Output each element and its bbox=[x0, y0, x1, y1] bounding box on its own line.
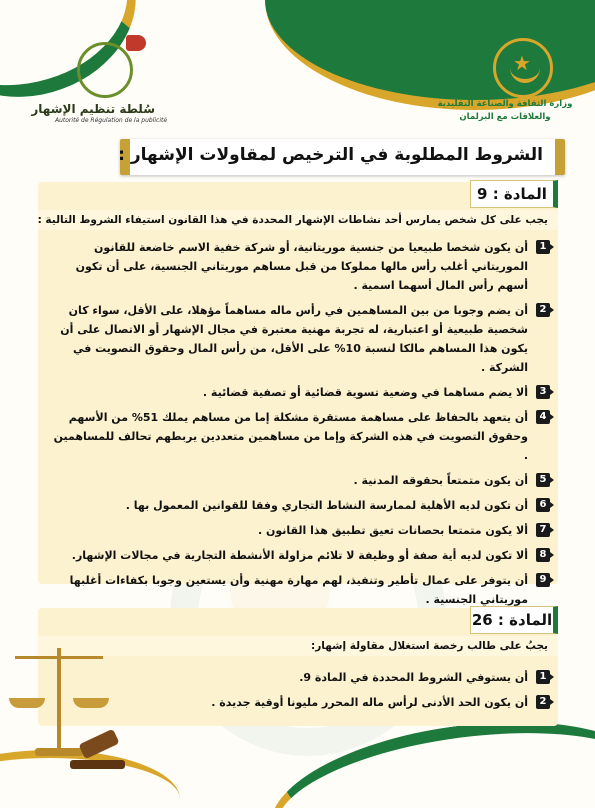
star-icon: ★ bbox=[513, 51, 531, 75]
item-text: ألا تكون لديه أية صفة أو وظيفة لا تلائم مزاولة الأنشطة التجارية في مجالات الإشهار. bbox=[71, 549, 528, 562]
list-item bbox=[50, 571, 550, 609]
scales-beam bbox=[15, 656, 103, 659]
item-text: ألا يضم مساهما في وضعية تسوية قضائية أو تصفية قضائية . bbox=[202, 386, 528, 399]
scales-left-pan bbox=[9, 698, 45, 708]
list-item bbox=[50, 301, 550, 377]
list-item bbox=[50, 496, 550, 515]
list-item bbox=[50, 668, 550, 687]
list-item bbox=[50, 238, 550, 295]
ministry-line-2: والعلاقات مع البرلمان bbox=[459, 112, 551, 122]
list-item bbox=[50, 521, 550, 540]
list-item bbox=[50, 383, 550, 402]
item-text: أن يكون متمتعاً بحقوقه المدنية . bbox=[353, 474, 528, 487]
megaphone-icon bbox=[126, 35, 146, 51]
item-text: ألا يكون متمتعا بحصانات تعيق تطبيق هذا القانون . bbox=[257, 524, 528, 537]
article-26-list bbox=[50, 668, 550, 718]
item-text: أن يكون شخصا طبيعيا من جنسية موريتانية، أو شركة خفية الاسم خاضعة للقانون الموريتاني أغلب رأس مالها مملوكا من قبل مساهم موريتاني الجنسية، على أن تكون أسهم رأس المال أسهما اسمية . bbox=[75, 241, 528, 292]
article-26-intro: يجبُ على طالب رخصة استغلال مقاولة إشهار: bbox=[38, 636, 558, 656]
item-text: أن يضم وجوبا من بين المساهمين في رأس ماله مساهماً مؤهلا، على الأقل، سواء كان شخصية طبيعية أو اعتبارية، له تجربة مهنية معتبرة في مجال الإشهار أو الاتصال على أن يكون هذا المساهم مالكا لنسبة 10% على الأقل، من رأس المال وحقوق التصويت في الشركة . bbox=[60, 304, 528, 374]
mauritania-emblem-icon bbox=[493, 38, 553, 98]
item-number: 8 bbox=[536, 548, 550, 562]
item-number: 2 bbox=[536, 303, 550, 317]
item-number: 1 bbox=[536, 240, 550, 254]
item-number: 2 bbox=[536, 695, 550, 709]
article-9-list bbox=[50, 238, 550, 615]
item-text: أن تكون لديه الأهلية لممارسة النشاط التجاري وفقا للقوانين المعمول بها . bbox=[125, 499, 528, 512]
list-item bbox=[50, 471, 550, 490]
article-9-label: المادة : 9 bbox=[470, 180, 558, 208]
article-26-label: المادة : 26 bbox=[470, 606, 558, 634]
ministry-name bbox=[435, 98, 575, 124]
article-9-section bbox=[38, 182, 558, 606]
scales-pole bbox=[57, 648, 61, 750]
page-title: الشروط المطلوبة في الترخيص لمقاولات الإشهار : bbox=[118, 145, 543, 165]
item-number: 9 bbox=[536, 573, 550, 587]
authority-name-ar: سُلطة تنظيم الإشهار bbox=[31, 102, 155, 116]
item-number: 3 bbox=[536, 385, 550, 399]
item-number: 4 bbox=[536, 410, 550, 424]
article-26-section bbox=[38, 608, 558, 726]
list-item bbox=[50, 693, 550, 712]
crescent-icon bbox=[510, 65, 540, 83]
regulation-authority-logo bbox=[31, 42, 168, 137]
item-number: 1 bbox=[536, 670, 550, 684]
ministry-line-1: وزارة الثقافة والصناعة التقليدية bbox=[437, 99, 573, 109]
item-text: أن يتوفر على عمال تأطير وتنفيذ، لهم مهارة مهنية وأن يستعين وجوبا بكفاءات أغلبها موريتاني الجنسية . bbox=[69, 574, 528, 606]
list-item bbox=[50, 546, 550, 565]
list-item bbox=[50, 408, 550, 465]
page-title-bar bbox=[120, 139, 565, 175]
gavel-head bbox=[78, 729, 119, 760]
item-number: 7 bbox=[536, 523, 550, 537]
authority-name-fr: Autorité de Régulation de la publicité bbox=[55, 117, 168, 124]
item-text: أن يستوفي الشروط المحددة في المادة 9. bbox=[299, 671, 528, 684]
gavel-icon bbox=[70, 730, 130, 770]
item-number: 5 bbox=[536, 473, 550, 487]
gavel-block bbox=[70, 760, 125, 769]
item-text: أن يكون الحد الأدنى لرأس ماله المحرر مليونا أوقية جديدة . bbox=[211, 696, 528, 709]
scales-right-pan bbox=[73, 698, 109, 708]
item-number: 6 bbox=[536, 498, 550, 512]
article-9-intro: يجب على كل شخص يمارس أحد نشاطات الإشهار المحددة في هذا القانون استيفاء الشروط التالية : bbox=[38, 210, 558, 230]
globe-megaphone-icon bbox=[77, 42, 133, 98]
item-text: أن يتعهد بالحفاظ على مساهمة مستقرة مشكلة إما من مساهم يملك 51% من الأسهم وحقوق التصويت في هذه الشركة وإما من مساهمين متعددين يربطهم تحالف للمساهمين . bbox=[53, 411, 528, 462]
